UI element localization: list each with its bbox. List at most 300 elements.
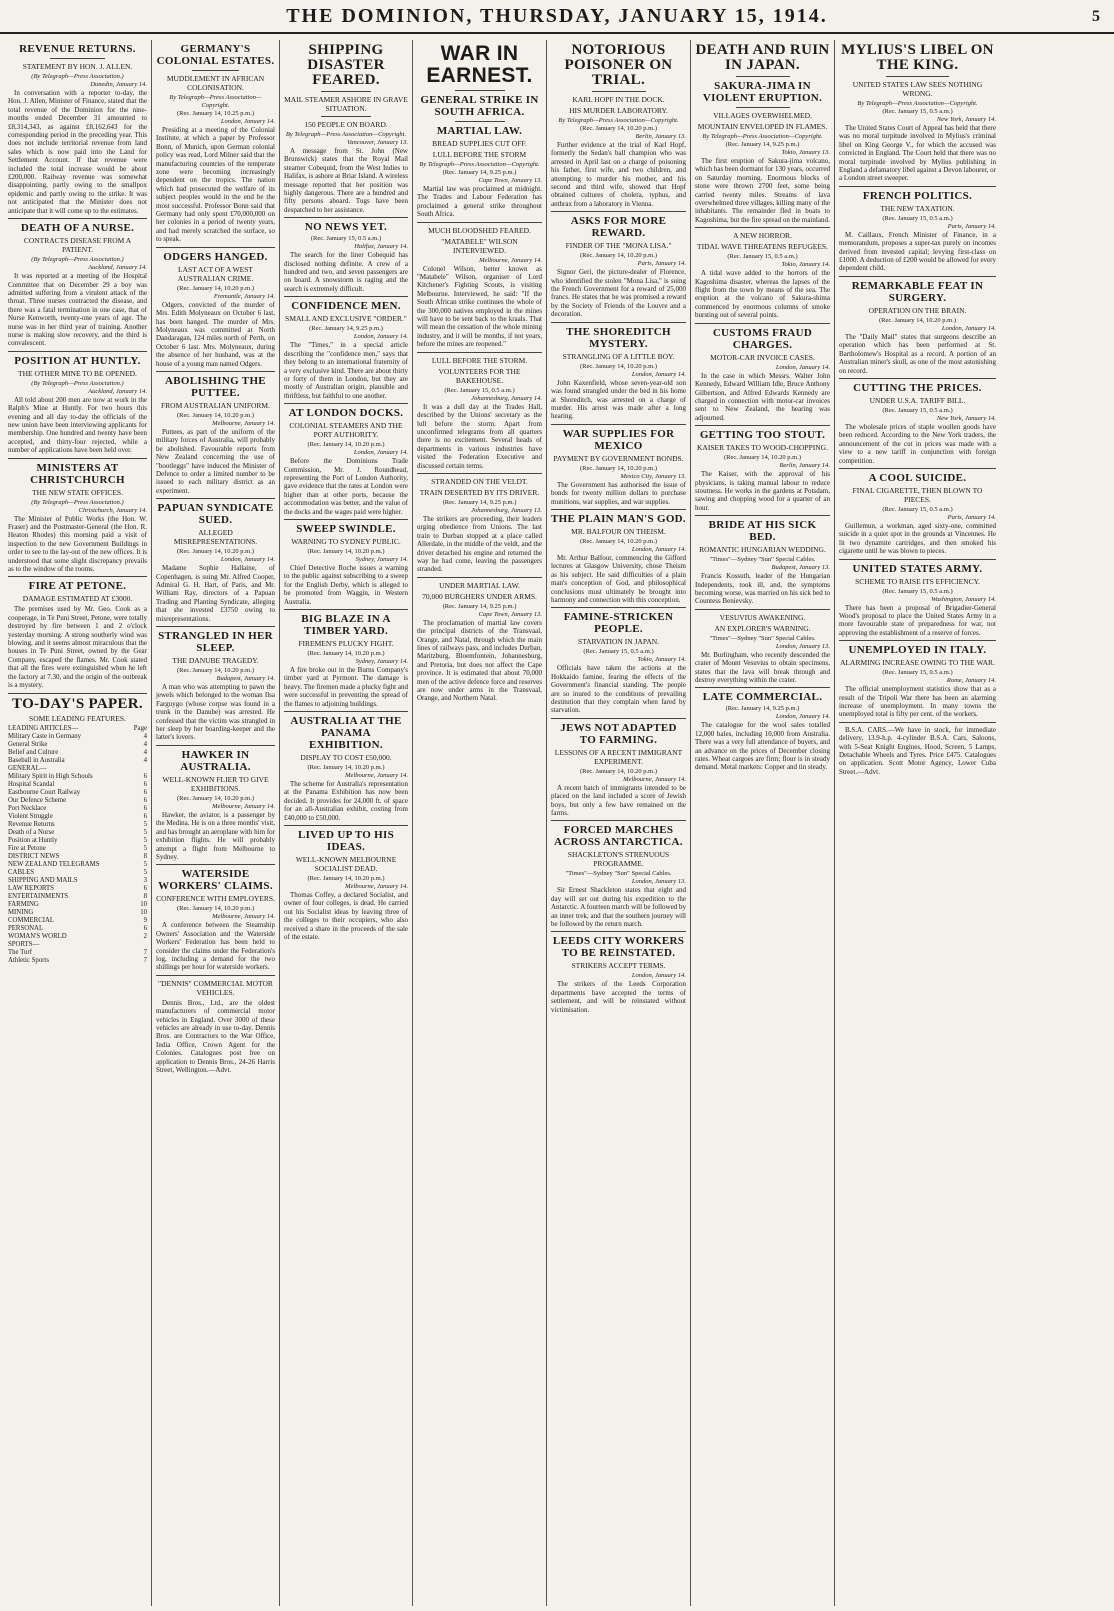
article-headline: GERMANY'S COLONIAL ESTATES. [156,43,275,67]
article-body: Puttees, as part of the uniform of the military forces of Australia, will probably be abolished. Favourable reports from New Zealand concerning the use of "bootleggs" have induced the Minister of Defence to order a limited number to be issued to each military district as an experiment. [156,427,275,495]
article-byline: (By Telegraph—Press Association.) [31,256,124,264]
column-4 [413,40,547,1606]
article-subhead: MOTOR-CAR INVOICE CASES. [710,352,815,362]
article-received: (Rec. January 14, 10.25 p.m.) [176,110,255,117]
article-headline: NOTORIOUS POISONER ON TRIAL. [564,42,673,88]
features-list-page: 9 [143,916,147,924]
article-dateline: Cape Town, January 13. [478,610,542,618]
features-list-page: 4 [143,756,147,764]
article-received: (Rec. January 14, 9.25 p.m.) [442,498,517,506]
article-received: (Rec. January 15, 0.5 a.m.) [882,406,953,414]
features-list-item [8,749,147,757]
article-subhead: "MATABELE" WILSON INTERVIEWED. [441,236,518,255]
article-dateline: Halifax, January 14. [354,243,408,251]
article-headline: MINISTERS AT CHRISTCHURCH [30,461,125,486]
features-list-item [8,917,147,925]
page-number: 5 [1092,8,1100,25]
article-headline: THE PLAIN MAN'S GOD. [551,512,686,525]
article-body: It was a dull day at the Trades Hall, described by the Unions' secretary as the lull before the storm. Apart from unconfirmed telegrams from all quarters there is no excitement. Several heads of departments in various industries have visited the Federation Executive and discussed certain terms. [417,402,542,470]
features-list-item [8,781,147,789]
article-received: (Rec. January 14, 10.20 p.m.) [176,667,255,675]
article-dateline: Berlin, January 14. [779,462,830,470]
article-subhead: WARNING TO SYDNEY PUBLIC. [291,536,401,546]
features-list-item [8,725,147,733]
article-received: (Rec. January 15, 0.5 a.m.) [583,648,654,656]
article-subhead: CONTRACTS DISEASE FROM A PATIENT. [23,236,132,255]
article-dateline: Christchurch, January 14. [78,506,147,514]
article-headline: ASKS FOR MORE REWARD. [570,215,667,240]
article-headline: STRANGLED IN HER SLEEP. [158,630,273,655]
article-subhead: FROM AUSTRALIAN UNIFORM. [161,400,270,410]
article-headline: THE SHOREDITCH MYSTERY. [566,325,671,350]
features-list-page: 4 [143,732,147,740]
article-byline: By Telegraph—Press Association—Copyright. [857,100,978,107]
article-subhead: STRIKERS ACCEPT TERMS. [571,961,666,971]
article-dateline: London, January 14. [220,118,275,125]
article-received: (Rec. January 15, 0.5 a.m.) [444,386,515,394]
article-headline: REMARKABLE FEAT IN SURGERY. [851,279,984,304]
features-list-page: 3 [143,876,147,884]
article-body: Mr. Burlingham, who recently descended the crater of Mount Vesuvius to obtain specimens, states that the lava will break through and destroy everything within the crater. [695,650,830,684]
features-list-page: 6 [143,812,147,820]
article-headline: VESUVIUS AWAKENING. [719,612,806,622]
article-subhead: LAST ACT OF A WEST AUSTRALIAN CRIME. [177,264,254,283]
article-subhead: THE DANUBE TRAGEDY. [172,656,259,666]
features-list-item [8,813,147,821]
article-subhead: STRANGLING OF A LITTLE BOY. [562,351,675,361]
advertisement-body: Dennis Bros., Ltd., are the oldest manufacturers of commercial motor vehicles in England. Over 3000 of these vehicles are already in use to-day. Dennis Bros. are Contractors to the War Office, India Office, Crown Agent for the Colonies. Catalogues post free on application to Dennis Bros., 24-26 Harris Street, Wellington.—Advt. [156,998,275,1074]
article-headline: FIRE AT PETONE. [28,580,127,593]
features-list-label: LEADING ARTICLES— [8,724,79,732]
features-list-page: 6 [143,796,147,804]
article-dateline: Johannesburg, January 14. [471,394,542,402]
article-headline: DEATH AND RUIN IN JAPAN. [695,42,830,73]
features-list-page: 8 [143,892,147,900]
article-body: The strikers of the Leeds Corporation departments have accepted the terms of settlement, and will be reinstated without victimisation. [551,980,686,1014]
features-list-label: LAW REPORTS [8,884,54,892]
article-dateline: London, January 14. [220,556,275,564]
article-body: Thomas Coffey, a declared Socialist, and owner of four colleges, is dead. He carried out his Socialist ideas by leaving three of the colleges to their occupiers, who also received a share in the proceeds of the sale of the estate. [284,891,408,942]
article-body: Before the Dominions Trade Commission, Mr. J. Roundhead, representing the Port of London Authority, gave evidence that the rates at London were higher than at other ports, because the accommodation was better, and the value of the docks and the wages paid were higher. [284,457,408,516]
article-body: Presiding at a meeting of the Colonial Institute, at which a paper by Professor Bonn, of Munich, upon German colonial policy was read, Lord Milner said that the manufacturing countries of the temperate zone were becoming increasingly dependent on the tropics. The nation which had prosecuted the welfare of its subject peoples would in the end be the most successful. Professor Bonn said that Germany had only spent £70,000,000 on her colonies in a period of twenty years, and had merely scratched the surface, so to speak. [156,126,275,244]
article-subhead: SCHEME TO RAISE ITS EFFICIENCY. [855,576,980,586]
article-received: (Rec. January 14, 9.25 p.m.) [442,169,517,176]
article-body: M. Caillaux, French Minister of Finance, in a memorandum, proposes a super-tax purely on incomes derived from invested capital; levying first-class on £1000. A deduction of £200 would be allowed for every dependent child. [839,230,996,273]
features-list-item [8,957,147,965]
article-dateline: Melbourne, January 14. [623,775,686,783]
article-subhead: SMALL AND EXCLUSIVE "ORDER." [285,314,407,324]
article-received: (Rec. January 15, 0.5 a.m.) [882,505,953,513]
article-dateline: Paris, January 14. [947,513,996,521]
article-headline: A NEW HORROR. [733,231,792,241]
features-list-label: Position at Huntly [8,836,58,844]
features-list-label: Eastbourne Court Railway [8,788,81,796]
article-body: Sir Ernest Shackleton states that eight and day will set out during his expedition to the Antarctic. A fourteen march will be followed by an inner trek, and that the southern journey will be followed by the return march. [551,886,686,929]
features-list-page: 10 [140,908,147,916]
features-list-page: 6 [143,772,147,780]
article-subhead: ALLEGED MISREPRESENTATIONS. [173,528,258,547]
article-subhead: STATEMENT BY HON. J. ALLEN. [22,62,133,71]
features-list-label: SHIPPING AND MAILS [8,876,78,884]
article-subhead: SOME LEADING FEATURES. [29,713,126,723]
article-headline: LEEDS CITY WORKERS TO BE REINSTATED. [552,935,685,960]
article-subhead: FINDER OF THE "MONA LISA." [565,241,672,251]
article-headline: LIVED UP TO HIS IDEAS. [297,829,395,854]
article-body: The scheme for Australia's representation at the Panama Exhibition has now been decided. It provides for 24,000 ft. of space for an all-Australian exhibit, costing from £40,000 to £50,000. [284,780,408,822]
article-received: (Rec. January 14, 10.20 p.m.) [579,362,658,370]
article-received: (Rec. January 14, 10.20 p.m.) [878,316,957,324]
article-subhead: THE NEW STATE OFFICES. [32,487,123,497]
article-dateline: Melbourne, January 14. [345,772,408,780]
article-received: (Rec. January 14, 10.20 p.m.) [579,537,658,545]
article-received: (Rec. January 14, 9.25 p.m.) [442,602,517,610]
article-received: "Times"—Sydney "Sun" Special Cables. [709,634,816,642]
column-7 [835,40,1000,1606]
article-dateline: Berlin, January 13. [635,133,686,140]
article-headline: MUCH BLOODSHED FEARED. [428,225,531,235]
article-headline: UNEMPLOYED IN ITALY. [848,644,987,657]
article-body: The search for the liner Cobequid has disclosed nothing definite. A crew of a hundred and two, and seven passengers are on board. A snowstorm is raging and the search is extremely difficult. [284,251,408,293]
newspaper-columns [4,40,1110,1606]
features-list-label: DISTRICT NEWS [8,852,60,860]
article-dateline: Fremantle, January 14. [213,292,275,300]
article-dateline: London, January 14. [631,545,686,553]
article-subhead: DAMAGE ESTIMATED AT £3000. [22,594,133,604]
article-body: Colonel Wilson, better known as "Matabele" Wilson, organiser of Lord Kitchener's Fighting Scouts, is visiting Melbourne. Interviewed, he said: "If the South African strike continues the whole of the 300,000 natives employed in the mines will have to be sent back to the kraals. That will mean the cessation of the whole mining industry, and it will be months, if not years, before the mines are reopened." [417,264,542,349]
features-list-item [8,733,147,741]
article-dateline: Mexico City, January 13. [620,472,686,480]
article-headline: FAMINE-STRICKEN PEOPLE. [563,611,674,636]
features-list-label: SPORTS— [8,940,40,948]
article-dateline: Melbourne, January 14. [212,419,275,427]
article-body: Odgers, convicted of the murder of Mrs. Edith Molyneaux on October 6 last, has been hanged. The murder of Mrs. Molyneaux was committed at North Dandaragan, 124 miles north of Perth, on October 6 last. Mrs. Molyneaux, during the absence of her husband, was at the house of a young man named Odgers. [156,300,275,368]
features-list-page: 8 [143,852,147,860]
article-headline: ODGERS HANGED. [163,250,268,263]
article-body: The premises used by Mr. Geo. Cook as a cooperage, in Te Puni Street, Petone, were totally destroyed by fire between 1 and 2 o'clock yesterday morning. A strong southerly wind was blowing, and it seems almost miraculous that the houses in Te Puni Street, owned by the Gear Company, escaped the flames. Mr. Cook stated that all the fires were extinguished when he left the factory at 7.30, and the origin of the outbreak is a mystery. [8,605,147,690]
article-received: (Rec. January 14, 10.20 p.m.) [307,547,385,555]
features-list-label: GENERAL— [8,764,47,772]
article-body: The "Times," in a special article describing the "confidence men," says that they belong to an international fraternity of a very exclusive kind. There are about thirty or forty of them in London, but they are mostly of Australian origin, plausible and thriftless, but faithful to one another. [284,341,408,400]
article-body: Martial law was proclaimed at midnight. The Trades and Labour Federation has proclaimed a general strike throughout South Africa. [417,185,542,219]
article-subhead: MUDDLEMENT IN AFRICAN COLONISATION. [166,74,265,92]
features-list-page: 5 [143,868,147,876]
article-byline: (By Telegraph—Press Association.) [31,379,124,387]
features-list-item [8,829,147,837]
features-list-item [8,909,147,917]
article-received: (Rec. January 14, 10.20 p.m.) [723,454,802,462]
features-list-item [8,941,147,949]
article-received: (Rec. January 14, 10.20 p.m.) [176,905,255,913]
article-body: The proclamation of martial law covers the principal districts of the Transvaal, Orange, and Natal, through which the main lines of railways pass, and includes Durban, Maritzburg, Bloemfontein, Johannesburg, and Pretoria, but does not affect the Cape province. It is estimated that about 70,000 men of the active defence force and reserves are now under arms in the Transvaal, Orange, and Northern Natal. [417,618,542,703]
features-list-label: ENTERTAINMENTS [8,892,69,900]
features-list-label: PERSONAL [8,924,44,932]
features-list-page: 4 [143,748,147,756]
article-received: (Rec. January 14, 9.25 p.m.) [725,141,800,148]
article-headline: CUTTING THE PRICES. [853,381,982,394]
article-headline: BRIDE AT HIS SICK BED. [708,519,817,544]
article-body: The United States Court of Appeal has held that there was no moral turpitude involved in Mylius's criminal libel on King George V., for which the accused was convicted in England. The Court held that there was no moral turpitude involved by Mylius publishing in England a defamatory libel against a Devon labourer, or a London street sweeper. [839,124,996,183]
article-received: (Rec. January 15, 0.5 a.m.) [727,253,798,261]
article-received: (Rec. January 14, 10.20 p.m.) [579,464,658,472]
article-body: A recent batch of immigrants intended to be placed on the land included a score of Jewish boys, but only a few have remained on the farms. [551,783,686,818]
article-subhead: STARVATION IN JAPAN. [577,637,660,647]
article-dateline: Cape Town, January 13. [478,177,542,184]
article-body: Chief Detective Roche issues a warning to the public against subscribing to a sweep for the English Derby, which is alleged to be promoted from Waggin, in Western Australia. [284,563,408,606]
article-subhead: 70,000 BURGHERS UNDER ARMS. [422,591,537,601]
features-list-item [8,901,147,909]
features-list-page: Page [133,724,147,732]
article-received: (Rec. January 14, 10.20 p.m.) [176,411,255,419]
article-subhead: PAYMENT BY GOVERNMENT BONDS. [553,453,684,463]
features-list-item [8,949,147,957]
features-list-item [8,933,147,941]
article-subhead: THE OTHER MINE TO BE OPENED. [18,368,137,378]
article-subhead: MARTIAL LAW. [436,125,523,137]
article-received: "Times"—Sydney "Sun" Special Cables. [709,556,816,564]
article-received: (Rec. January 15, 0.5 a.m.) [882,587,953,595]
article-body: Signor Geri, the picture-dealer of Florence, who identified the stolen "Mona Lisa," is suing the French Government for a reward of 25,000 francs. He states that he was promised a reward by the Society of Friends of the Louvre and a decoration. [551,268,686,319]
article-byline: By Telegraph—Press Association—Copyright. [169,94,262,109]
article-headline: GETTING TOO STOUT. [699,429,826,442]
article-headline: CUSTOMS FRAUD CHARGES. [712,326,813,351]
article-subhead: MAIL STEAMER ASHORE IN GRAVE SITUATION. [284,95,408,113]
article-subhead: GENERAL STRIKE IN SOUTH AFRICA. [420,94,539,118]
features-list-page: 5 [143,828,147,836]
article-body: The first eruption of Sakura-jima volcano, which has been dormant for 130 years, occurred on Saturday morning. Enormous blocks of stone were thrown 2700 feet, some being carried twenty miles. Streams of lava overwhelmed three villages, killing many of the inhabitants. The remainder fled in boats to Kagoshima, but the fire spread on the mainland. [695,157,830,224]
article-dateline: London, January 13. [775,642,830,650]
article-headline: DEATH OF A NURSE. [20,222,135,235]
article-dateline: New York, January 14. [936,116,996,123]
features-list-item [8,773,147,781]
article-dateline: Rome, January 14. [946,677,996,685]
article-body: The Kaiser, with the approval of his physicians, is taking manual labour to reduce stoutness. He works in the gardens at Potsdam, sawing and chopping wood for a quarter of an hour. [695,470,830,512]
article-received: (Rec. January 15, 0.5 a.m.) [882,669,953,677]
article-subhead: FIREMEN'S PLUCKY FIGHT. [298,639,394,648]
article-body: Madame Sophie Hallaine, of Copenhagen, is suing Mr. Alfred Cooper, Admiral G. H. Hart, of Paris, and Mr. William Ray, directors of a Papuan Trading and Planting Syndicate, alleging that she invested £3750 owing to misrepresentations. [156,564,275,623]
features-list-item [8,925,147,933]
article-subhead: UNDER U.S.A. TARIFF BILL. [869,395,966,405]
features-list-item [8,853,147,861]
features-list-label: COMMERCIAL [8,916,55,924]
features-list-label: Athletic Sports [8,956,49,964]
features-list-page: 6 [143,924,147,932]
features-list-item [8,789,147,797]
article-body: All told about 200 men are now at work in the Ralph's Mine at Huntly. For two hours this evening and all day to-day the officials of the new union have been interviewing applicants for membership. One hundred and twenty have been accepted, and thirty-four rejected, while a number of applications have been held over. [8,395,147,455]
article-subhead: CONFERENCE WITH EMPLOYERS. [156,894,275,904]
article-subhead: SHACKLETON'S STRENUOUS PROGRAMME. [567,850,670,869]
features-list-label: CABLES [8,868,35,876]
column-5 [547,40,691,1606]
article-body: In conversation with a reporter to-day, the Hon. J. Allen, Minister of Finance, stated that the total revenue of the Dominion for the nine-months ended December 31 amounted to £8,314,343, as against £8,162,643 for the corresponding period in the preceding year. This does not include territorial revenue from land sales which is now paid into the Land for Settlement Account. If that revenue were included the total increase would be about £200,000. Railway revenue was somewhat disappointing, partly owing to the smallpox epidemic and partly owing to the strike. It was not anticipated that the Minister does not anticipate that it will come up to the estimates. [8,89,147,215]
article-received: (Rec. January 14, 10.20 p.m.) [307,764,385,772]
article-subhead: ALARMING INCREASE OWING TO THE WAR. [840,658,995,668]
article-headline: LATE COMMERCIAL. [702,691,823,704]
article-subhead: LESSONS OF A RECENT IMMIGRANT EXPERIMENT. [554,747,683,766]
article-headline: FORCED MARCHES ACROSS ANTARCTICA. [554,824,683,849]
features-list-item [8,805,147,813]
features-list-label: Revenue Returns [8,820,55,828]
article-dateline: Melbourne, January 14. [479,256,542,264]
article-body: The strikers are proceeding, their leaders urging obedience from Unions. The last train to Durban stopped at a place called Allerdale, in the middle of the veldt, and the driver detached his engine and returned the way he had come, leaving the passengers stranded. [417,514,542,574]
article-subhead: MR. BALFOUR ON THEISM. [571,526,666,536]
article-subhead: VOLUNTEERS FOR THE BAKEHOUSE. [438,366,521,385]
features-list-item [8,765,147,773]
article-body: A conference between the Steamship Owners' Association and the Waterside Workers' Federation has been held to consider the claims under the Federation's log, including a demand for the two shillings per hour for waterside workers. [156,921,275,972]
article-byline: By Telegraph—Press Association—Copyright. [558,117,679,124]
article-subhead: HIS MURDER LABORATORY. [569,106,668,115]
article-body: A message from St. John (New Brunswick) states that the Royal Mail steamer Cobequid, from the West Indies to Halifax, is ashore at Briar Island. A wireless message reported that her position was highly dangerous. There are a hundred and fifty persons aboard. Tugs have been despatched to her assistance. [284,147,408,214]
features-list-item [8,845,147,853]
article-dateline: Washington, January 14. [931,595,996,603]
article-headline: WATERSIDE WORKERS' CLAIMS. [158,868,273,893]
article-subhead: TRAIN DESERTED BY ITS DRIVER. [419,487,540,497]
article-subhead: SAKURA-JIMA IN VIOLENT ERUPTION. [702,80,823,104]
advertisement-headline: "DENNIS" COMMERCIAL MOTOR VEHICLES. [158,978,273,997]
article-body: A tidal wave added to the horrors of the Kagoshima disaster, whereas the lapses of the flight from the town by means of the sea. The eruption at the volcano of Sakura-shima commenced by enormous columns of smoke bursting out of several points. [695,269,830,320]
features-list-item [8,877,147,885]
article-byline: By Telegraph—Press Association—Copyright. [285,131,407,138]
article-body: Hawker, the aviator, is a passenger by the Medina. He is on a three months' visit, and has brought an aeroplane with him for exhibition flights. He will probably attempt a flight from Melbourne to Sydney. [156,810,275,861]
article-received: (Rec. January 14, 10.20 p.m.) [176,794,255,802]
column-2 [152,40,280,1606]
article-dateline: Budapest, January 14. [216,675,275,683]
article-byline: (By Telegraph—Press Association.) [31,73,124,80]
article-body: The official unemployment statistics show that as a result of the Tripoli War there has been an alarming increase of unemployment. In many towns the unemployed total is fifty per cent. of the workers. [839,685,996,719]
advertisement-body: B.S.A. CARS.—We have in stock, for immediate delivery, 13.9-h.p. 4-cylinder B.S.A. Cars, Saloons, with 5-Seat Knight Engines, Hood, Screen, 5 Lamps, Detachable Wheels and Tyres. Price £475. Catalogues on application. Scott Motor Agency, Lower Cuba Street.—Advt. [839,725,996,776]
masthead [0,0,1114,34]
article-received: (Rec. January 15, 0.5 a.m.) [882,108,953,115]
article-headline: A COOL SUICIDE. [868,471,967,484]
article-received: (Rec. January 14, 9.25 p.m.) [309,325,383,333]
article-headline: ABOLISHING THE PUTTEE. [165,374,266,399]
article-subhead: VILLAGES OVERWHELMED. [713,111,812,120]
article-dateline: Tokio, January 14. [781,261,830,269]
article-received: (Rec. January 15, 0.5 a.m.) [882,214,953,222]
article-dateline: Tokio, January 14. [637,656,686,664]
article-dateline: Budapest, January 13. [771,564,830,572]
article-headline: BIG BLAZE IN A TIMBER YARD. [301,613,391,637]
article-received: (Rec. January 14, 10.20 p.m.) [176,284,255,292]
article-received: (Rec. January 14, 10.20 p.m.) [307,650,385,657]
article-dateline: London, January 13. [631,878,686,886]
features-list-page: 5 [143,820,147,828]
features-list-page: 5 [143,860,147,868]
article-headline: SWEEP SWINDLE. [296,522,396,535]
article-subhead: TIDAL WAVE THREATENS REFUGEES. [697,242,828,252]
article-received: (Rec. January 14, 9.25 p.m.) [725,705,800,713]
column-3 [280,40,413,1606]
article-headline: CONFIDENCE MEN. [291,300,401,313]
article-dateline: London, January 14. [775,363,830,371]
article-subhead: BREAD SUPPLIES CUT OFF. [432,139,527,148]
article-received: (Rec. January 15, 0.5 a.m.) [310,235,382,243]
article-dateline: Johannesburg, January 13. [471,506,542,514]
features-list-page: 5 [143,836,147,844]
article-subhead: WELL-KNOWN MELBOURNE SOCIALIST DEAD. [295,855,397,874]
article-headline: PAPUAN SYNDICATE SUED. [157,502,274,527]
article-dateline: Melbourne, January 14. [345,883,408,891]
features-list-item [8,885,147,893]
article-headline: WAR SUPPLIES FOR MEXICO [562,427,675,452]
features-list-label: MINING [8,908,34,916]
features-list-item [8,861,147,869]
article-subhead: OPERATION ON THE BRAIN. [868,305,967,315]
features-list-label: NEW ZEALAND TELEGRAMS [8,860,100,868]
article-body: The wholesale prices of staple woollen goods have been reduced. According to the New York traders, the announcement of the cut in prices was made with a view to a new tariff in conjunction with foreign competition. [839,422,996,465]
features-list-page: 6 [143,884,147,892]
features-list-page: 6 [143,788,147,796]
article-headline: UNDER MARTIAL LAW. [439,580,520,590]
article-subhead: ROMANTIC HUNGARIAN WEDDING. [699,545,826,555]
newspaper-title: THE DOMINION, THURSDAY, JANUARY 15, 1914. [286,4,828,27]
article-received: "Times"—Sydney "Sun" Special Cables. [565,870,672,878]
features-list-item [8,741,147,749]
article-body: The "Daily Mail" states that surgeons describe an operation which has been performed at St. Bartholomew's Hospital as a record. A portion of an Australian miner's skull, as one of the most astonishing on record. [839,332,996,375]
features-list-page: 7 [143,948,147,956]
features-list-item [8,893,147,901]
features-list-label: FARMING [8,900,39,908]
article-dateline: London, January 14. [353,333,408,341]
article-headline: SHIPPING DISASTER FEARED. [307,42,385,88]
features-list-page: 2 [143,932,147,940]
article-received: (Rec. January 14, 10.20 p.m.) [307,875,385,883]
article-dateline: Tokio, January 13. [781,149,830,156]
article-body: A fire broke out in the Burns Company's timber yard at Pyrmont. The damage is heavy. The firemen made a plucky fight and were successful in preventing the spread of the flames to adjoining buildings. [284,666,408,708]
article-headline: LULL BEFORE THE STORM. [431,355,528,365]
features-list-item [8,837,147,845]
article-headline: HAWKER IN AUSTRALIA. [180,748,251,773]
column-1 [4,40,152,1606]
article-body: A man who was attempting to pawn the jewels which belonged to the woman Ilsa Farguygo (whose corpse was found in a trunk in the Danube) was arrested. He confessed that the victim was strangled in her sleep by her boarding-keeper and the latter's lovers. [156,683,275,742]
article-dateline: Melbourne, January 14. [212,913,275,921]
column-6 [691,40,835,1606]
features-list [8,725,147,965]
article-body: Officials have taken the actions at the Hokkaido famine, fearing the effects of the Government's financial standing. The people are so inured to the conditions of prevailing destitution that they complain when fared by starvation. [551,664,686,715]
article-subhead: KAISER TAKES TO WOOD-CHOPPING. [697,443,828,453]
features-list-item [8,757,147,765]
article-body: Further evidence at the trial of Karl Hopf, formerly the Sedan's ball champion who was arrested in April last on a charge of poisoning his father, first wife, and two children, and attempting to murder his mother, and his second and third wife, showed that Hopf obtained cultures of cholera, typhus, and anthrax from a laboratory in Vienna. [551,141,686,208]
features-list-label: Military Caste in Germany [8,732,82,740]
article-dateline: London, January 14. [631,972,686,980]
article-headline: REVENUE RETURNS. [19,43,136,55]
article-dateline: Paris, January 14. [947,222,996,230]
article-headline: POSITION AT HUNTLY. [14,354,141,367]
article-received: (Rec. January 14, 10.20 p.m.) [579,252,658,260]
article-dateline: London, January 14. [941,324,996,332]
article-headline: WAR IN EARNEST. [426,42,533,87]
article-headline: FRENCH POLITICS. [862,189,973,202]
article-dateline: London, January 14. [631,370,686,378]
article-headline: NO NEWS YET. [304,221,388,234]
article-dateline: Sydney, January 14. [355,555,408,563]
features-list-label: Hospital Scandal [8,780,55,788]
features-list-label: General Strike [8,740,48,748]
features-list-page: 6 [143,804,147,812]
features-list-label: Port Necklace [8,804,47,812]
article-dateline: London, January 14. [353,449,408,457]
article-subhead: WELL-KNOWN FLIER TO GIVE EXHIBITIONS. [162,774,269,793]
features-list-page: 10 [140,900,147,908]
article-dateline: Melbourne, January 14. [212,802,275,810]
features-list-label: Belief and Culture [8,748,59,756]
features-list-label: WOMAN'S WORLD [8,932,67,940]
article-body: The Government has authorised the issue of bonds for twenty million dollars to purchase munitions, war supplies, and war supplies. [551,480,686,506]
article-body: The Minister of Public Works (the Hon. W. Fraser) and the Postmaster-General (the Hon. R. Heaton Rhodes) this morning paid a visit of inspection to the new Government Buildings in order to see to the lay-out of the new offices. It is understood that some slight discrepancy prevails as to the window of the rooms. [8,514,147,574]
features-list-label: Death of a Nurse [8,828,55,836]
features-list-label: Violent Struggle [8,812,53,820]
article-dateline: Auckland, January 14. [88,264,147,272]
article-body: Mr. Arthur Balfour, commencing the Gifford lectures at Glasgow University, chose Theism as his subject. He said difficulties of a plain man's conception of God, and philosophical conclusions must ultimately be brought into harmony and connection with this conception. [551,553,686,604]
